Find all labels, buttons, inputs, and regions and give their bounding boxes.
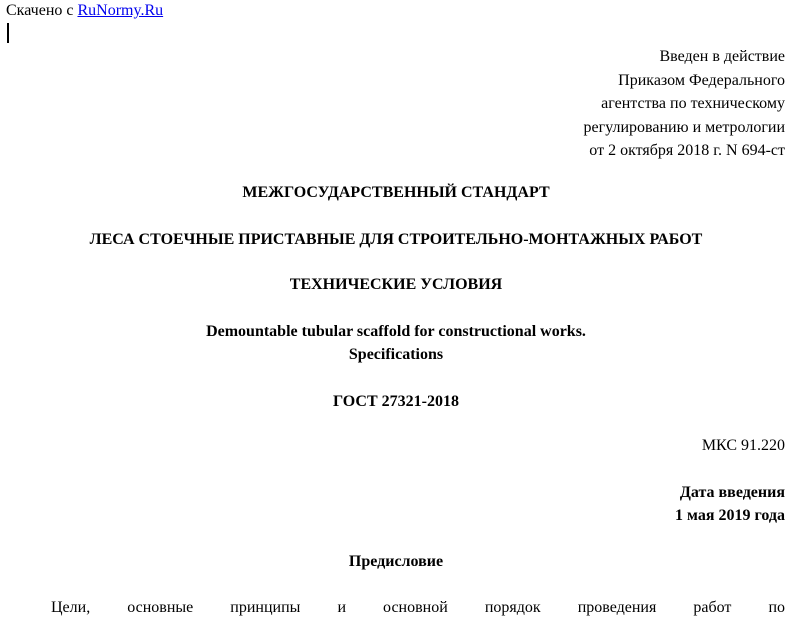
document-subtitle: ТЕХНИЧЕСКИЕ УСЛОВИЯ	[289, 276, 503, 293]
standard-type: МЕЖГОСУДАРСТВЕННЫЙ СТАНДАРТ	[242, 184, 550, 201]
title-en-line-2: Specifications	[348, 346, 444, 363]
paragraph-word: проведения	[577, 599, 657, 616]
paragraph-word: по	[768, 599, 785, 616]
source-prefix: Скачено с	[6, 2, 78, 19]
approval-line: Приказом Федерального	[618, 71, 785, 89]
paragraph-word: основные	[127, 599, 194, 616]
paragraph-word: основной	[383, 599, 448, 616]
intro-date-value: 1 мая 2019 года	[675, 507, 785, 524]
approval-line: от 2 октября 2018 г. N 694-ст	[589, 142, 785, 159]
approval-block	[584, 45, 785, 163]
approval-line: агентства по техническому	[601, 95, 785, 112]
paragraph-word: порядок	[484, 599, 541, 616]
source-link[interactable]: RuNormy.Ru	[77, 2, 164, 19]
approval-line: Введен в действие	[659, 48, 785, 65]
source-line	[6, 0, 163, 22]
text-cursor	[7, 23, 9, 43]
mks-code: МКС 91.220	[701, 437, 785, 454]
paragraph-word: Цели,	[51, 599, 91, 616]
paragraph-word: и	[337, 599, 347, 616]
standard-code: ГОСТ 27321-2018	[333, 393, 459, 410]
paragraph-word: принципы	[230, 599, 301, 616]
approval-line: регулированию и метрологии	[583, 118, 785, 136]
document-title: ЛЕСА СТОЕЧНЫЕ ПРИСТАВНЫЕ ДЛЯ СТРОИТЕЛЬНО-МОНТАЖНЫХ РАБОТ	[89, 231, 703, 248]
foreword-heading: Предисловие	[348, 553, 444, 570]
foreword-paragraph	[51, 596, 785, 619]
title-en-line-1: Demountable tubular scaffold for constructional works.	[206, 323, 586, 340]
intro-date-label: Дата введения	[679, 484, 785, 501]
paragraph-word: работ	[693, 599, 732, 616]
